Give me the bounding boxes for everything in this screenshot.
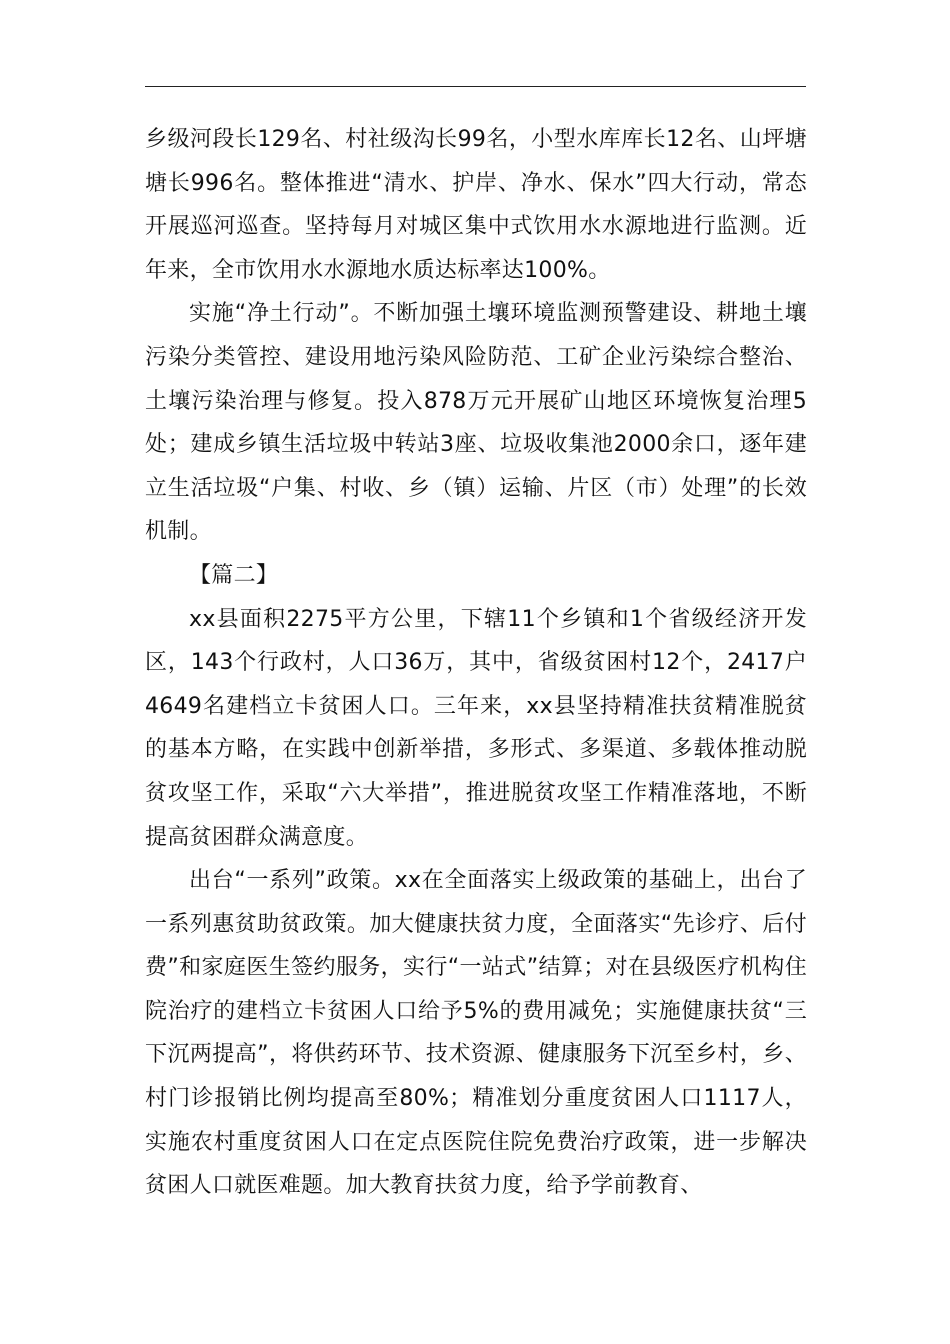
- header-rule: [145, 86, 806, 87]
- paragraph-county-overview: xx县面积2275平方公里，下辖11个乡镇和1个省级经济开发区，143个行政村，人口36万，其中，省级贫困村12个，2417户4649名建档立卡贫困人口。三年来，xx县坚持精准扶贫精准脱贫的基本方略，在实践中创新举措，多形式、多渠道、多载体推动脱贫攻坚工作，采取“六大举措”，推进脱贫攻坚工作精准落地，不断提高贫困群众满意度。: [145, 606, 807, 850]
- paragraph-soil-action: 实施“净土行动”。不断加强土壤环境监测预警建设、耕地土壤污染分类管控、建设用地污染风险防范、工矿企业污染综合整治、土壤污染治理与修复。投入878万元开展矿山地区环境恢复治理5处；建成乡镇生活垃圾中转站3座、垃圾收集池2000余口，逐年建立生活垃圾“户集、村收、乡（镇）运输、片区（市）处理”的长效机制。: [145, 301, 807, 545]
- paragraph-policy-series: 出台“一系列”政策。xx在全面落实上级政策的基础上，出台了一系列惠贫助贫政策。加大健康扶贫力度，全面落实“先诊疗、后付费”和家庭医生签约服务，实行“一站式”结算；对在县级医疗机构住院治疗的建档立卡贫困人口给予5%的费用减免；实施健康扶贫“三下沉两提高”，将供药环节、技术资源、健康服务下沉至乡村，乡、村门诊报销比例均提高至80%；精准划分重度贫困人口1117人，实施农村重度贫困人口在定点医院住院免费治疗政策，进一步解决贫困人口就医难题。加大教育扶贫力度，给予学前教育、: [145, 868, 807, 1199]
- paragraph-water-continued: 乡级河段长129名、村社级沟长99名，小型水库库长12名、山坪塘塘长996名。整体推进“清水、护岸、净水、保水”四大行动，常态开展巡河巡查。坚持每月对城区集中式饮用水水源地进行监测。近年来，全市饮用水水源地水质达标率达100%。: [145, 127, 807, 283]
- section-heading-part-two: 【篇二】: [189, 562, 279, 588]
- document-body: [145, 118, 807, 1208]
